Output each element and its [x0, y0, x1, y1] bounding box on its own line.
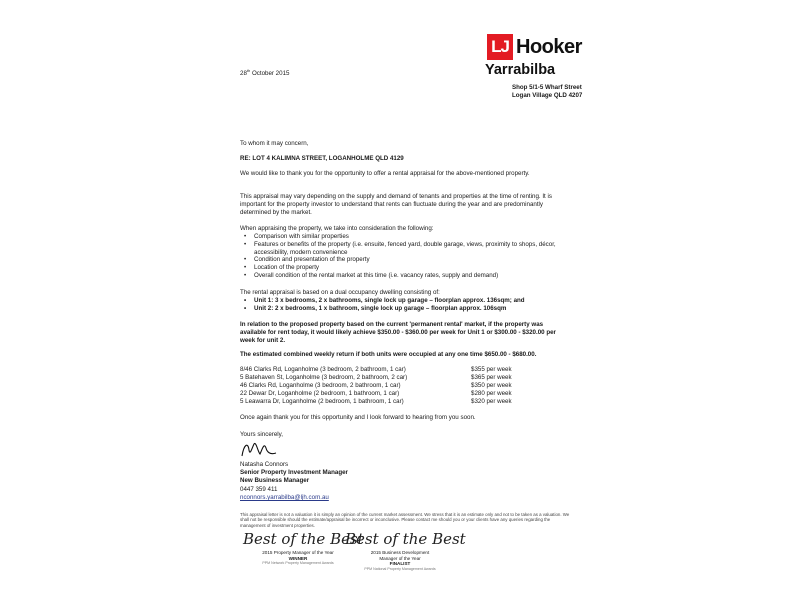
logo-name: Hooker: [516, 36, 582, 58]
list-item: • Condition and presentation of the property: [240, 256, 570, 264]
date-suffix: th: [246, 68, 251, 73]
market-paragraph: This appraisal may vary depending on the supply and demand of tenants and properties at the time of renting. It is important for the property investor to understand that rents can fluctuate during the year and are predominantly determined by the market.: [240, 193, 552, 216]
dual-intro: The rental appraisal is based on a dual occupancy dwelling consisting of:: [240, 289, 440, 296]
signatory-phone: 0447 359 411: [240, 486, 278, 493]
comp-address: 46 Clarks Rd, Loganholme (3 bedroom, 2 bathroom, 1 car): [240, 382, 401, 389]
considerations-intro: When appraising the property, we take into consideration the following:: [240, 225, 434, 232]
date-day: 28: [240, 70, 247, 78]
address-line-2: Logan Village QLD 4207: [512, 91, 583, 99]
handwritten-signature: [240, 438, 280, 460]
date-rest: October 2015: [250, 70, 290, 78]
award-result: FINALIST: [389, 561, 411, 567]
considerations-list: [240, 233, 570, 280]
office-address: [512, 84, 582, 100]
award-line: Manager of the Year: [379, 555, 421, 561]
re-line: RE: LOT 4 KALIMNA STREET, LOGANHOLME QLD 4129: [240, 155, 404, 162]
table-row: [240, 382, 570, 390]
letter-date: [240, 67, 289, 78]
comp-address: 8/46 Clarks Rd, Loganholme (3 bedroom, 2 bathroom, 1 car): [240, 366, 406, 373]
comp-rent: $320 per week: [471, 398, 512, 405]
signatory-name: Natasha Connors: [240, 461, 289, 468]
comp-address: 5 Leawarra Dr, Loganholme (2 bedroom, 1 bathroom, 1 car): [240, 398, 404, 405]
list-item: • Unit 2: 2 x bedrooms, 1 x bathroom, single lock up garage – floorplan approx. 106sqm: [240, 305, 570, 313]
comp-address: 5 Batehaven St, Loganholme (3 bedroom, 2 bathroom, 2 car): [240, 374, 408, 381]
list-item: • Features or benefits of the property (i.e. ensuite, fenced yard, double garage, views, proximity to shops, décor, accessibility, modern convenience: [240, 241, 570, 257]
table-row: [240, 366, 570, 374]
award-finalist: [345, 530, 466, 572]
comp-rent: $355 per week: [471, 366, 512, 373]
award-org: PPM National Property Management Awards: [364, 566, 436, 571]
signatory-email-link[interactable]: nconnors.yarrabilba@ljh.com.au: [240, 494, 329, 501]
table-row: [240, 398, 570, 406]
units-list: [240, 297, 570, 313]
disclaimer: This appraisal letter is not a valuation it is simply an opinion of the current market assessment. We stress that it is an estimate only and not to be taken as a valuation. We shall not be responsible should the estimate/appraisal be incorrect or inconclusive. Please contact me should you or your clients have any queries regarding the management of investment properties.: [240, 512, 570, 528]
award-org: PPM Network Property Management Awards: [262, 561, 334, 566]
comp-address: 22 Dewar Dr, Loganholme (2 bedroom, 1 bathroom, 1 car): [240, 390, 400, 397]
signatory-title-1: Senior Property Investment Manager: [240, 469, 348, 476]
award-title: Best of the Best: [345, 530, 466, 548]
list-item: • Overall condition of the rental market at this time (i.e. vacancy rates, supply and demand): [240, 272, 570, 280]
comp-rent: $350 per week: [471, 382, 512, 389]
signatory-title-2: New Business Manager: [240, 477, 310, 484]
award-title: Best of the Best: [243, 530, 364, 548]
award-line: 2015 Business Development: [370, 550, 430, 555]
lj-hooker-logo: [487, 34, 585, 60]
combined-return: The estimated combined weekly return if both units were occupied at any one time $650.00 - $680.00.: [240, 351, 537, 358]
list-item: • Location of the property: [240, 264, 570, 272]
list-item: • Comparison with similar properties: [240, 233, 570, 241]
salutation: To whom it may concern,: [240, 140, 309, 147]
rent-estimate-paragraph: In relation to the proposed property based on the current 'permanent rental' market, if the property was available for rent today, it would likely achieve $350.00 - $360.00 per week for Unit 1 or $300.00 - $320.00 per week for unit 2.: [240, 321, 556, 344]
award-line: 2015 Property Manager of the Year: [262, 550, 334, 555]
logo-mark: LJ: [487, 34, 513, 60]
list-item: • Unit 1: 3 x bedrooms, 2 x bathrooms, single lock up garage – floorplan approx. 136sqm; and: [240, 297, 570, 305]
comp-rent: $280 per week: [471, 390, 512, 397]
table-row: [240, 374, 570, 382]
intro-paragraph: We would like to thank you for the opportunity to offer a rental appraisal for the above-mentioned property.: [240, 170, 530, 177]
office-name: Yarrabilba: [485, 62, 556, 78]
award-result: WINNER: [288, 555, 308, 561]
address-line-1: Shop 5/1-5 Wharf Street: [512, 84, 582, 91]
sign-off: Yours sincerely,: [240, 431, 283, 438]
comp-rent: $365 per week: [471, 374, 512, 381]
award-winner: [243, 530, 364, 567]
table-row: [240, 390, 570, 398]
closing-line: Once again thank you for this opportunity and I look forward to hearing from you soon.: [240, 414, 476, 421]
